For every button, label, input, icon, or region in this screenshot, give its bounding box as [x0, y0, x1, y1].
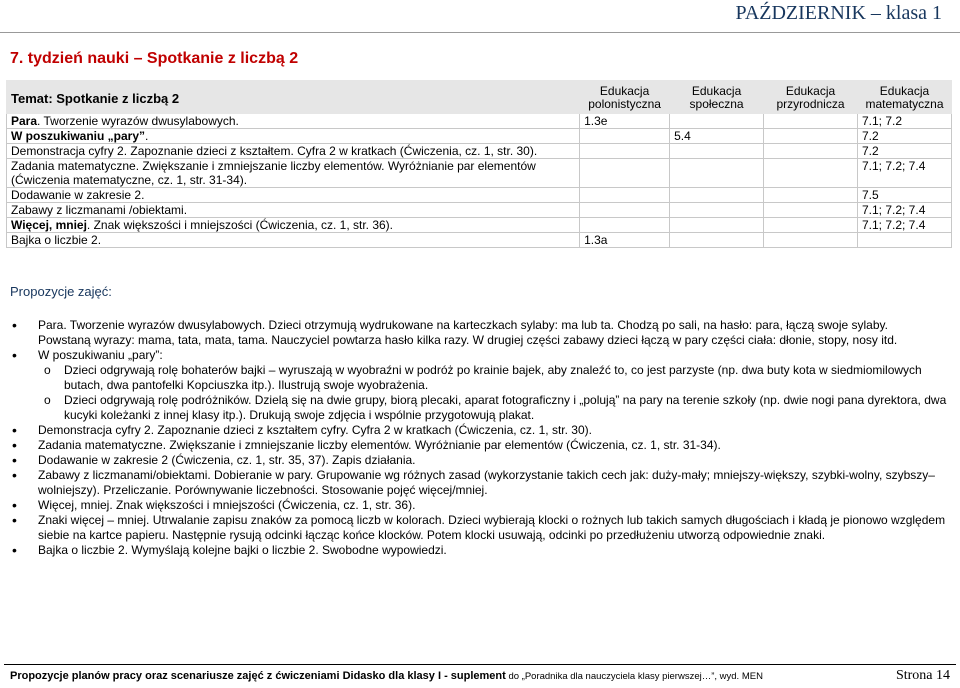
row-text: Bajka o liczbie 2. — [11, 233, 102, 247]
row-code — [857, 233, 951, 248]
row-text: Zadania matematyczne. Zwiększanie i zmniejszanie liczby elementów. Wyróżnianie par elementów (Ćwiczenia matematyczne, cz. 1, str. 31-34). — [11, 159, 536, 187]
row-code — [580, 144, 670, 159]
row-code — [670, 233, 764, 248]
column-header: Edukacja przyrodnicza — [764, 81, 858, 114]
week-heading: 7. tydzień nauki – Spotkanie z liczbą 2 — [10, 50, 299, 67]
row-code — [670, 218, 764, 233]
row-description — [7, 114, 580, 129]
row-code: 1.3a — [580, 233, 670, 248]
row-code: 5.4 — [670, 129, 764, 144]
column-header: Edukacja matematyczna — [857, 81, 951, 114]
row-code: 7.1; 7.2 — [857, 114, 951, 129]
row-text: Dodawanie w zakresie 2. — [11, 188, 145, 202]
row-code — [764, 129, 858, 144]
table-row — [7, 129, 952, 144]
row-text: . Znak większości i mniejszości (Ćwiczenia, cz. 1, str. 36). — [86, 218, 394, 232]
proposal-item: • Zabawy z liczmanami/obiektami. Dobieranie w pary. Grupowanie wg różnych zasad (wykorzystanie takich cech jak: duży-mały; mniejszy-większy, szybki-wolny, szybszy–wolniejszy). Przeliczanie. Porównywanie liczebności. Stosowanie pojęć więcej/mniej. — [38, 468, 950, 498]
row-code — [580, 203, 670, 218]
row-text: Zabawy z liczmanami /obiektami. — [11, 203, 188, 217]
topic-cell: Temat: Spotkanie z liczbą 2 — [7, 81, 580, 114]
proposal-item: • Znaki więcej – mniej. Utrwalanie zapisu znaków za pomocą liczb w kolorach. Dzieci wybierają klocki o rożnych lub takich samych długościach i kładą je pionowo względem siebie na kartce papieru. Następnie rysują odcinki łącząc końce klocków. Potem klocki usuwają, odcinki po przedłużeniu utworzą odpowiednie znaki. — [38, 513, 950, 543]
proposal-item: • Więcej, mniej. Znak większości i mniejszości (Ćwiczenia, cz. 1, str. 36). — [38, 498, 950, 513]
row-code — [580, 159, 670, 188]
footer-divider — [4, 664, 956, 665]
table-row — [7, 218, 952, 233]
row-code — [764, 218, 858, 233]
row-code — [764, 233, 858, 248]
footer-text — [10, 670, 763, 682]
row-code — [670, 188, 764, 203]
proposals-heading: Propozycje zajęć: — [10, 284, 112, 299]
row-description — [7, 129, 580, 144]
row-code — [764, 114, 858, 129]
row-description — [7, 218, 580, 233]
row-text: . Tworzenie wyrazów dwusylabowych. — [37, 114, 239, 128]
table-row — [7, 144, 952, 159]
column-header: Edukacja polonistyczna — [580, 81, 670, 114]
row-description — [7, 233, 580, 248]
row-code — [670, 159, 764, 188]
row-code: 7.2 — [857, 144, 951, 159]
row-description — [7, 203, 580, 218]
footer-bold: Propozycje planów pracy oraz scenariusze zajęć z ćwiczeniami Didasko dla klasy I - suplement — [10, 670, 506, 682]
row-text: . — [145, 129, 149, 143]
row-code: 7.1; 7.2; 7.4 — [857, 159, 951, 188]
row-code — [580, 129, 670, 144]
column-header: Edukacja społeczna — [670, 81, 764, 114]
row-bold: Para — [11, 114, 38, 128]
proposal-item: • Bajka o liczbie 2. Wymyślają kolejne bajki o liczbie 2. Swobodne wypowiedzi. — [38, 543, 950, 558]
footer-rest: do „Poradnika dla nauczyciela klasy pierwszej…”, wyd. MEN — [505, 671, 763, 682]
table-row — [7, 159, 952, 188]
row-description — [7, 188, 580, 203]
row-description — [7, 144, 580, 159]
row-code — [580, 218, 670, 233]
row-code: 7.5 — [857, 188, 951, 203]
proposals-list — [38, 318, 950, 558]
page-number: Strona 14 — [895, 668, 950, 683]
row-code — [580, 188, 670, 203]
row-description — [7, 159, 580, 188]
proposal-item: • Zadania matematyczne. Zwiększanie i zmniejszanie liczby elementów. Wyróżnianie par elementów (Ćwiczenia, cz. 1, str. 31-34). — [38, 438, 950, 453]
row-code — [670, 203, 764, 218]
proposal-subitem: o Dzieci odgrywają rolę bohaterów bajki – wyruszają w wyobraźni w podróż po krainie bajek, aby znaleźć to, co jest parzyste (np. dwa buty kota w siedmiomilowych butach, dwa pantofelki Kopciuszka itp.). Ilustrują swoje wyobrażenia. — [38, 363, 950, 393]
proposal-item: • W poszukiwaniu „pary”: — [38, 348, 950, 363]
proposal-item: • Para. Tworzenie wyrazów dwusylabowych. Dzieci otrzymują wydrukowane na karteczkach sylaby: ma lub ta. Chodzą po sali, na hasło: para, łączą swoje sylaby. — [38, 318, 950, 333]
table-row — [7, 203, 952, 218]
curriculum-table — [6, 80, 952, 248]
row-code: 7.1; 7.2; 7.4 — [857, 203, 951, 218]
row-code: 7.2 — [857, 129, 951, 144]
table-row — [7, 114, 952, 129]
proposal-subitem: o Dzieci odgrywają rolę podróżników. Dzielą się na dwie grupy, biorą plecaki, aparat fotograficzny i „polują” na pary na terenie szkoły (np. dwie nogi pana dyrektora, dwa kucyki koleżanki z innej klasy itp.). Drukują swoje zdjęcia i wspólnie przygotowują plakat. — [38, 393, 950, 423]
header-divider — [0, 32, 960, 33]
row-code — [764, 159, 858, 188]
row-text: Demonstracja cyfry 2. Zapoznanie dzieci z kształtem. Cyfra 2 w kratkach (Ćwiczenia, cz. 1, str. 30). — [11, 144, 538, 158]
row-bold: Więcej, mniej — [11, 218, 87, 232]
proposal-item: • Dodawanie w zakresie 2 (Ćwiczenia, cz. 1, str. 35, 37). Zapis działania. — [38, 453, 950, 468]
row-code — [764, 203, 858, 218]
table-row — [7, 233, 952, 248]
row-code: 1.3e — [580, 114, 670, 129]
proposal-item: Powstaną wyrazy: mama, tata, mata, tama. Nauczyciel powtarza hasło kilka razy. W drugiej części zabawy dzieci łączą w pary części ciała: dłonie, stopy, nosy itd. — [38, 333, 898, 347]
row-code — [670, 114, 764, 129]
table-header-row — [7, 81, 952, 114]
row-code — [670, 144, 764, 159]
page-header-title: PAŹDZIERNIK – klasa 1 — [735, 2, 942, 24]
row-code: 7.1; 7.2; 7.4 — [857, 218, 951, 233]
proposal-item: • Demonstracja cyfry 2. Zapoznanie dzieci z kształtem cyfry. Cyfra 2 w kratkach (Ćwiczenia, cz. 1, str. 30). — [38, 423, 950, 438]
table-row — [7, 188, 952, 203]
row-code — [764, 144, 858, 159]
row-bold: W poszukiwaniu „pary” — [11, 129, 146, 143]
row-code — [764, 188, 858, 203]
